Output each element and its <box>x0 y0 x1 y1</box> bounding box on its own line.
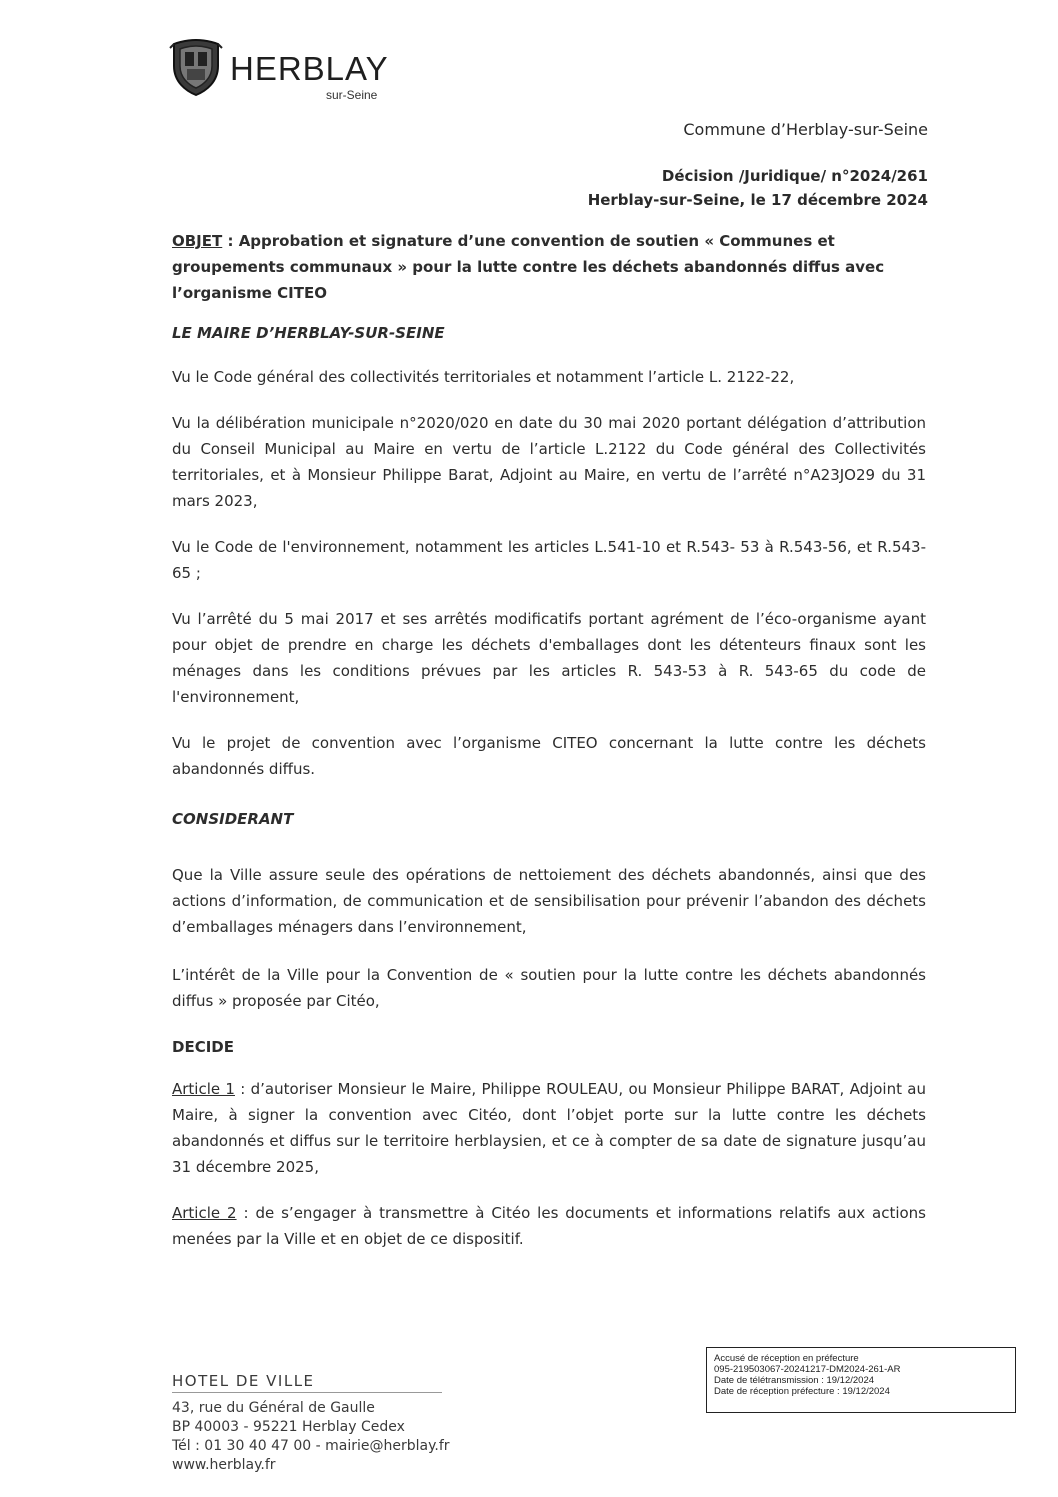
document-body <box>172 228 926 1272</box>
vu-paragraph: Vu l’arrêté du 5 mai 2017 et ses arrêtés modificatifs portant agrément de l’éco-organisme ayant pour objet de prendre en charge les déchets d'emballages dont les détenteurs finaux sont les ménages dans les conditions prévues par les articles R. 543-53 à R. 543-65 du code de l'environnement, <box>172 610 926 706</box>
prefecture-receipt-stamp <box>706 1347 1016 1413</box>
vu-paragraph: Vu la délibération municipale n°2020/020 en date du 30 mai 2020 portant délégation d’attribution du Conseil Municipal au Maire en vertu de l’article L.2122 du Code général des Collectivités territoriales, et à Monsieur Philippe Barat, Adjoint au Maire, en vertu de l’arrêté n°A23JO29 du 31 mars 2023, <box>172 414 926 510</box>
vu-paragraph: Vu le Code de l'environnement, notamment les articles L.541-10 et R.543- 53 à R.543-56, et R.543-65 ; <box>172 538 926 582</box>
footer-contact: Tél : 01 30 40 47 00 - mairie@herblay.fr <box>172 1438 450 1454</box>
coat-of-arms-icon <box>168 36 224 98</box>
objet-text: : Approbation et signature d’une convention de soutien « Communes et groupements communaux » pour la lutte contre les déchets abandonnés diffus avec l’organisme CITEO <box>172 232 885 302</box>
article-label: Article 2 <box>172 1204 237 1222</box>
footer-address-line: 43, rue du Général de Gaulle <box>172 1400 375 1416</box>
article-text: : de s’engager à transmettre à Citéo les documents et informations relatifs aux actions menées par la Ville et en objet de ce dispositif. <box>172 1204 926 1248</box>
stamp-line: Date de réception préfecture : 19/12/2024 <box>714 1386 890 1397</box>
footer-address <box>172 1372 450 1475</box>
stamp-line: Date de télétransmission : 19/12/2024 <box>714 1375 875 1386</box>
commune-name: Commune d’Herblay-sur-Seine <box>683 120 928 139</box>
vu-paragraph: Vu le Code général des collectivités territoriales et notamment l’article L. 2122-22, <box>172 368 795 386</box>
footer-website: www.herblay.fr <box>172 1457 276 1473</box>
objet <box>172 228 926 306</box>
decision-place-date: Herblay-sur-Seine, le 17 décembre 2024 <box>587 191 928 209</box>
considerant-paragraph: L’intérêt de la Ville pour la Convention de « soutien pour la lutte contre les déchets abandonnés diffus » proposée par Citéo, <box>172 966 926 1010</box>
logo-brand: HERBLAY <box>230 50 389 87</box>
maire-heading: LE MAIRE D’HERBLAY-SUR-SEINE <box>172 324 445 342</box>
objet-label: OBJET <box>172 232 223 250</box>
footer-title: HOTEL DE VILLE <box>172 1372 442 1393</box>
article-label: Article 1 <box>172 1080 235 1098</box>
stamp-line: Accusé de réception en préfecture <box>714 1353 859 1364</box>
decide-heading: DECIDE <box>172 1038 234 1056</box>
herblay-logo <box>168 36 408 106</box>
decision-number: Décision /Juridique/ n°2024/261 <box>661 167 928 185</box>
considerant-paragraph: Que la Ville assure seule des opérations de nettoiement des déchets abandonnés, ainsi que des actions d’information, de communication et de sensibilisation pour prévenir l’abandon des déchets d’emballages ménagers dans l’environnement, <box>172 866 926 936</box>
article-2 <box>172 1200 926 1252</box>
considerant-heading: CONSIDERANT <box>172 810 294 828</box>
vu-paragraph: Vu le projet de convention avec l’organisme CITEO concernant la lutte contre les déchets abandonnés diffus. <box>172 734 926 778</box>
article-1 <box>172 1076 926 1180</box>
logo-subtitle: sur-Seine <box>326 88 378 102</box>
article-text: : d’autoriser Monsieur le Maire, Philippe ROULEAU, ou Monsieur Philippe BARAT, Adjoint au Maire, à signer la convention avec Citéo, dont l’objet porte sur la lutte contre les déchets abandonnés et diffus sur le territoire herblaysien, et ce à compter de sa date de signature jusqu’au 31 décembre 2025, <box>172 1080 926 1176</box>
footer-address-line: BP 40003 - 95221 Herblay Cedex <box>172 1419 405 1435</box>
stamp-line: 095-219503067-20241217-DM2024-261-AR <box>714 1364 901 1375</box>
decision-block <box>588 164 928 212</box>
